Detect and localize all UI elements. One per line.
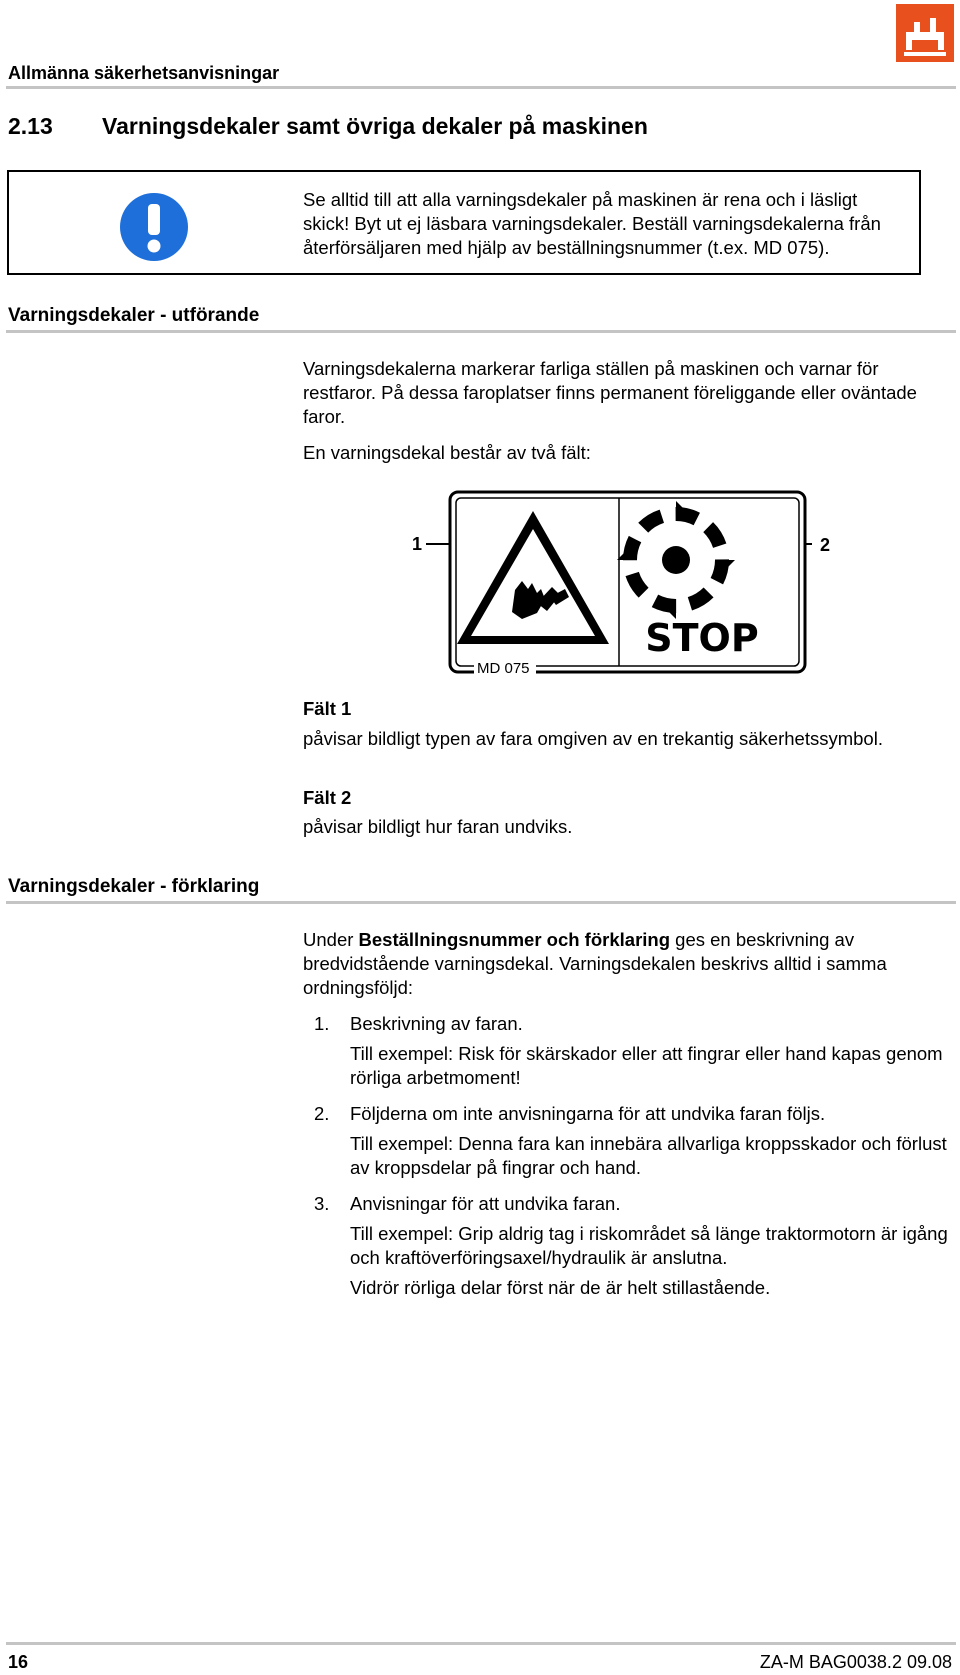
list-item-title: Följderna om inte anvisningarna för att undvika faran följs. xyxy=(350,1103,826,1124)
section-title-text: Varningsdekaler samt övriga dekaler på maskinen xyxy=(102,113,648,139)
header-divider xyxy=(6,86,956,89)
list-item-number: 3. xyxy=(314,1193,330,1214)
field-2-description: påvisar bildligt hur faran undviks. xyxy=(303,816,573,837)
list-item-title: Beskrivning av faran. xyxy=(350,1013,523,1034)
section-title xyxy=(8,113,648,140)
explanation-heading-divider xyxy=(6,901,956,904)
field-1-title: Fält 1 xyxy=(303,698,352,719)
decal-field-2-label: 2 xyxy=(820,535,831,555)
field-1-description: påvisar bildligt typen av fara omgiven av en trekantig säkerhetssymbol. xyxy=(303,728,883,749)
list-item-title: Anvisningar för att undvika faran. xyxy=(350,1193,621,1214)
chapter-title: Allmänna säkerhetsanvisningar xyxy=(8,63,280,83)
footer-divider xyxy=(6,1642,956,1645)
list-item-extra: Vidrör rörliga delar först när de är helt stillastående. xyxy=(350,1277,771,1298)
design-paragraph: Varningsdekalerna markerar farliga ställen på maskinen och varnar för restfaror. På dessa faroplatser finns permanent föreliggande eller oväntade faror. xyxy=(303,358,917,427)
explanation-list xyxy=(303,1012,953,1312)
warning-decal-diagram xyxy=(400,485,850,680)
explanation-heading: Varningsdekaler - förklaring xyxy=(8,876,260,897)
list-item-number: 1. xyxy=(314,1013,330,1034)
document-code: ZA-M BAG0038.2 09.08 xyxy=(759,1652,952,1672)
list-item-number: 2. xyxy=(314,1103,330,1124)
list-item xyxy=(303,1192,953,1300)
amazone-logo-icon xyxy=(896,4,954,62)
notice-text: Se alltid till att alla varningsdekaler på maskinen är rena och i läsligt skick! Byt ut ej läsbara varningsdekaler. Beställ varningsdekalerna från återförsäljaren med hjälp av beställningsnummer (t.ex. MD 075). xyxy=(303,189,881,258)
decal-field-1-label: 1 xyxy=(412,534,423,554)
design-heading: Varningsdekaler - utförande xyxy=(8,305,260,326)
explanation-intro: Under Beställningsnummer och förklaring ges en beskrivning av bredvidstående varningsdekal. Varningsdekalen beskrivs alltid i samma ordningsföljd: xyxy=(303,929,887,998)
page-number: 16 xyxy=(8,1652,29,1672)
list-item xyxy=(303,1102,953,1180)
list-item-example: Till exempel: Denna fara kan innebära allvarliga kroppsskador och förlust av kroppsdelar på fingrar och hand. xyxy=(350,1133,947,1178)
list-item xyxy=(303,1012,953,1090)
field-2-title: Fält 2 xyxy=(303,787,352,808)
order-number-term: Beställningsnummer och förklaring xyxy=(358,929,671,950)
list-item-example: Till exempel: Risk för skärskador eller att fingrar eller hand kapas genom rörliga arbetmoment! xyxy=(350,1043,943,1088)
notice-box xyxy=(7,170,921,275)
decal-number: MD 075 xyxy=(477,660,530,677)
design-fields-intro: En varningsdekal består av två fält: xyxy=(303,442,591,463)
exclamation-circle-icon xyxy=(119,192,189,262)
section-number: 2.13 xyxy=(8,113,53,139)
list-item-example: Till exempel: Grip aldrig tag i riskområdet så länge traktormotorn är igång och kraftöverföringsaxel/hydraulik är anslutna. xyxy=(350,1223,948,1268)
stop-text: STOP xyxy=(645,616,759,660)
design-heading-divider xyxy=(6,330,956,333)
